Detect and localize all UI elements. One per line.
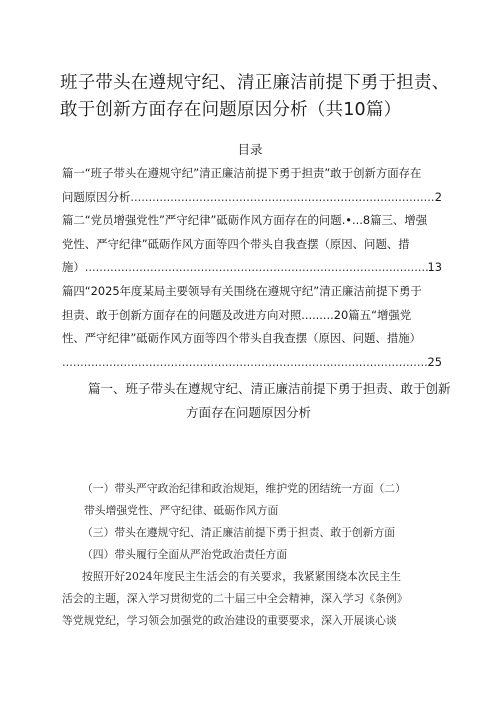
toc-leader-dots (85, 256, 428, 280)
body-line: 活会的主题，深入学习贯彻党的二十届三中全会精神，深入学习《条例》 (62, 592, 408, 605)
section-title-line: 篇一、班子带头在遵规守纪、清正廉洁前提下勇于担责、敢于创新 (88, 381, 451, 396)
title-line: 班子带头在遵规守纪、清正廉洁前提下勇于担责、 (60, 73, 450, 93)
body-line: 按照开好2024年度民主生活会的有关要求，我紧紧围绕本次民主生 (82, 570, 401, 583)
body-line: （四）带头履行全面从严治党政治责任方面 (82, 548, 288, 561)
toc-line[interactable]: 党性、严守纪律”砥砺作风方面等四个带头自我查摆（原因、问题、措 (62, 236, 410, 251)
body-line: （三）带头在遵规守纪、清正廉洁前提下勇于担责、敢于创新方面 (82, 526, 396, 539)
body-line: 等党规党纪，学习领会加强党的政治建设的重要要求，深入开展谈心谈 (62, 614, 397, 627)
toc-leader-dots (62, 351, 428, 375)
toc-line[interactable]: 篇二“党员增强党性”严守纪律”砥砺作风方面存在的问题.•...8篇三、增强 (62, 213, 428, 228)
table-of-contents (62, 162, 442, 374)
body-line: 带头增强党性、严守纪律、砥砺作风方面 (84, 504, 279, 517)
document-title (60, 70, 460, 124)
body-line: （一）带头严守政治纪律和政治规矩，维护党的团结统一方面（二） (82, 482, 406, 495)
toc-page-number: 25 (427, 354, 442, 369)
toc-line[interactable]: 篇一“班子带头在遵规守纪”清正廉洁前提下勇于担责”敢于创新方面存在 (62, 166, 422, 180)
section-title-line: 方面存在问题原因分析 (186, 405, 312, 420)
toc-line[interactable] (62, 351, 442, 375)
toc-leader-dots (130, 186, 434, 210)
toc-line[interactable]: 性、严守纪律”砥砺作风方面等四个带头自我查摆（原因、问题、措施） (62, 331, 422, 346)
toc-line[interactable]: 担责、敢于创新方面存在的问题及改进方向对照.........20篇五“增强党 (62, 307, 412, 322)
title-line: 敢于创新方面存在问题原因分析（共10篇） (60, 100, 402, 120)
toc-line[interactable]: 篇四“2025年度某局主要领导有关围绕在遵规守纪”清正廉洁前提下勇于 (62, 283, 422, 298)
toc-heading: 目录 (237, 142, 263, 157)
toc-page-number: 13 (427, 260, 442, 275)
section-title (88, 377, 468, 425)
toc-page-number: 2 (434, 189, 442, 204)
toc-line[interactable]: 问题原因分析 ..... 2 (62, 186, 442, 210)
body-text (62, 478, 462, 632)
toc-line[interactable]: 施） ..... 13 (62, 256, 442, 280)
